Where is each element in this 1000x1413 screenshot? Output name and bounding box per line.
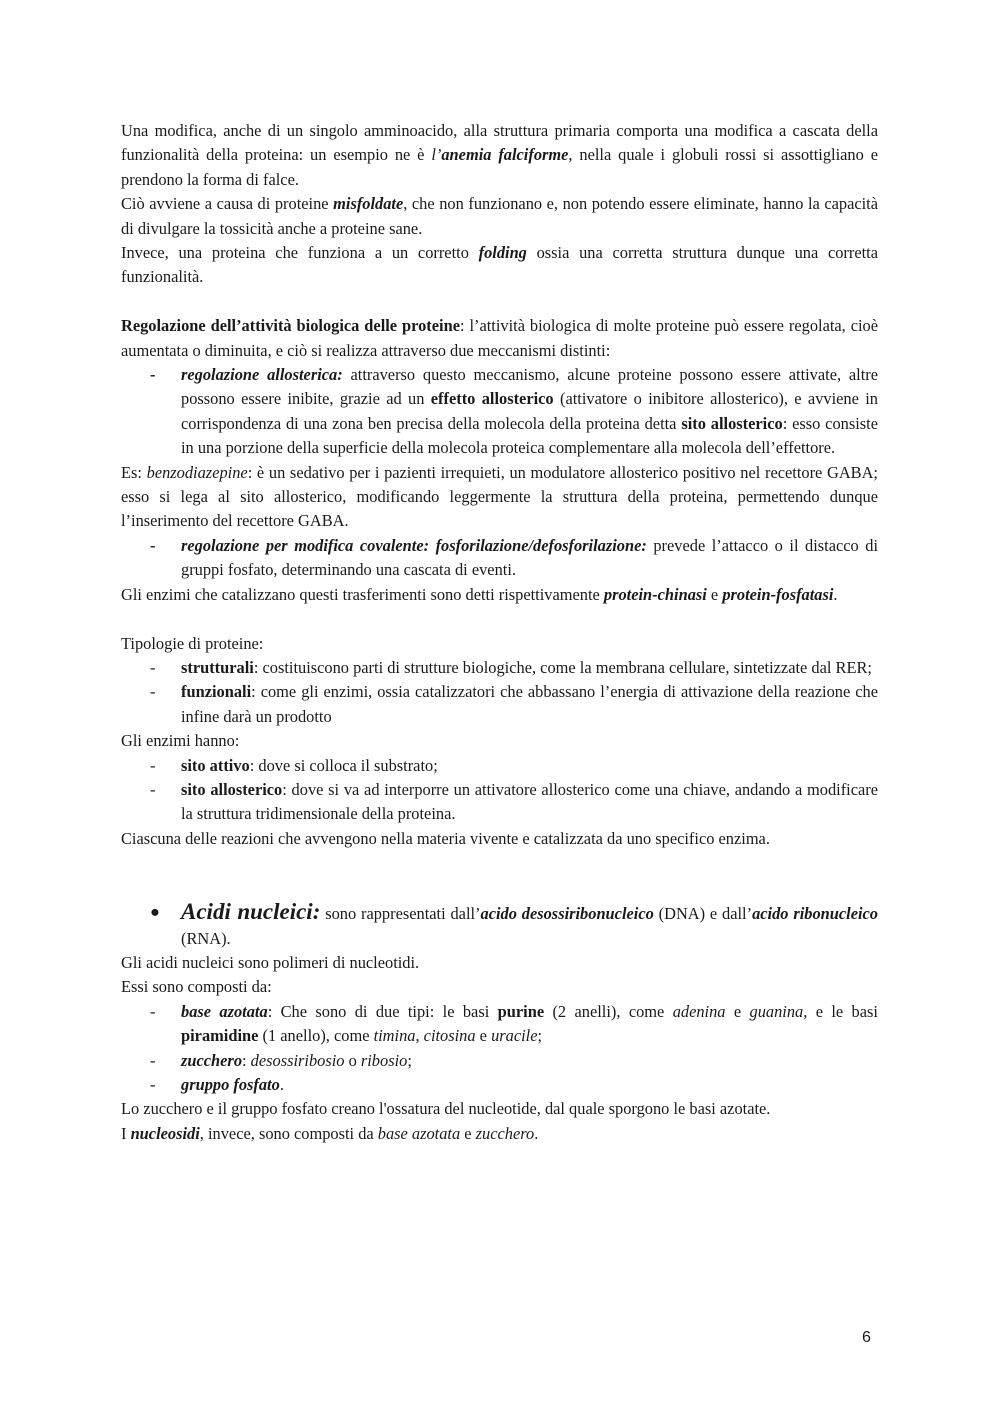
text: sono rappresentati dall’ <box>320 904 481 924</box>
text: o <box>344 1050 361 1070</box>
text: : come gli enzimi, ossia catalizzatori che abbassano l’energia di attivazione della reazione che infine darà un prodotto <box>181 682 878 726</box>
list-item <box>121 363 878 461</box>
text: Invece, una proteina che funziona a un corretto <box>121 243 479 263</box>
term: purine <box>497 1001 545 1021</box>
list-item <box>121 680 878 729</box>
paragraph-nucleosidi <box>121 1122 878 1146</box>
paragraph-esempio <box>121 461 878 534</box>
text: (attivatore o inibitore allosterico), e avviene in corrispondenza di una zona ben precisa della molecola della proteina detta <box>181 389 878 433</box>
text: ; <box>537 1026 543 1046</box>
term-folding: folding <box>478 243 527 263</box>
term-misfoldate: misfoldate <box>333 194 404 214</box>
section-heading: Acidi nucleici: <box>181 899 321 925</box>
term: benzodiazepine <box>146 462 248 482</box>
document-page <box>121 119 878 1146</box>
text: . <box>534 1123 539 1143</box>
text: , e le basi <box>803 1001 878 1021</box>
text: , <box>415 1026 424 1046</box>
text: Una modifica, anche di un singolo amminoacido, alla struttura primaria comporta una modifica a cascata della funzionalità della proteina: un esempio ne è <box>121 121 878 165</box>
acidi-bullet-list <box>121 900 878 951</box>
composti-list <box>121 1000 878 1098</box>
term: protein-chinasi <box>603 584 707 604</box>
text: (2 anelli), come <box>544 1001 673 1021</box>
paragraph-misfoldate <box>121 192 878 241</box>
term: base azotata <box>181 1001 268 1021</box>
term: acido ribonucleico <box>752 904 878 924</box>
text: Ciò avviene a causa di proteine <box>121 194 334 214</box>
text: attraverso questo meccanismo, alcune proteine possono essere attivate, altre possono essere inibite, grazie ad un <box>181 365 878 409</box>
term: uracile <box>491 1026 538 1046</box>
paragraph-regolazione <box>121 314 878 363</box>
term: guanina <box>749 1001 804 1021</box>
term: effetto allosterico <box>430 389 554 409</box>
text: : l’attività biologica di molte proteine può essere regolata, cioè aumentata o diminuita, e ciò si realizza attraverso due meccanismi distinti: <box>121 316 878 360</box>
term: gruppo fosfato <box>181 1075 280 1094</box>
text: : costituiscono parti di strutture biologiche, come la membrana cellulare, sintetizzate dal RER; <box>253 657 872 677</box>
term: sito attivo <box>181 755 250 775</box>
paragraph-enzimi-chinasi <box>121 583 878 607</box>
term: citosina <box>423 1026 476 1046</box>
text: . <box>279 1075 284 1094</box>
text: (RNA). <box>181 928 231 948</box>
list-item <box>121 900 878 951</box>
list-item <box>121 778 878 827</box>
list-item <box>121 534 878 583</box>
term: base azotata <box>377 1123 461 1143</box>
term: sito allosterico <box>681 413 783 433</box>
text: e <box>706 584 723 604</box>
term: protein-fosfatasi <box>722 584 834 604</box>
text: ; <box>407 1050 412 1070</box>
list-item <box>121 1000 878 1049</box>
text: , invece, sono composti da <box>199 1123 378 1143</box>
text: I <box>121 1123 131 1143</box>
paragraph-composti: Essi sono composti da: <box>121 977 272 997</box>
text: , nella quale i globuli rossi si assottigliano e prendono la forma di falce. <box>121 145 878 189</box>
term: regolazione allosterica: <box>181 365 343 385</box>
text: Gli enzimi che catalizzano questi trasferimenti sono detti rispettivamente <box>121 584 604 604</box>
list-item <box>121 1073 878 1097</box>
text: : è un sedativo per i pazienti irrequieti, un modulatore allosterico positivo nel recettore GABA; esso si lega al sito allosterico, modificando leggermente la struttura della proteina, permettendo dunque l’inserimento del recettore GABA. <box>121 462 878 531</box>
text: : <box>242 1050 251 1070</box>
text: e <box>725 1001 750 1021</box>
text: l’ <box>431 145 442 165</box>
text: : dove si colloca il substrato; <box>249 755 438 775</box>
text: e <box>460 1123 476 1143</box>
text: ossia una corretta struttura dunque una corretta funzionalità. <box>121 243 878 287</box>
term: strutturali <box>181 657 254 677</box>
paragraph-modifica <box>121 119 878 192</box>
term: piramidine <box>181 1026 259 1046</box>
term: ribosio <box>360 1050 408 1070</box>
text: : esso consiste in una porzione della superficie della molecola proteica complementare alla molecola dell’effettore. <box>181 413 878 458</box>
term: nucleosidi <box>130 1123 200 1143</box>
term: zucchero <box>181 1050 243 1070</box>
bullet-icon: ● <box>150 902 160 922</box>
paragraph-polimeri: Gli acidi nucleici sono polimeri di nucleotidi. <box>121 952 420 972</box>
text: : Che sono di due tipi: le basi <box>267 1001 498 1021</box>
term: desossiribosio <box>250 1050 345 1070</box>
text: prevede l’attacco o il distacco di gruppi fosfato, determinando una cascata di eventi. <box>181 535 878 580</box>
paragraph-reazioni: Ciascuna delle reazioni che avvengono nella materia vivente e catalizzata da uno specifico enzima. <box>121 828 770 848</box>
term-anemia-falciforme: anemia falciforme <box>441 145 569 165</box>
tipologie-heading: Tipologie di proteine: <box>121 633 264 653</box>
term: acido desossiribonucleico <box>480 904 654 924</box>
enzimi-heading: Gli enzimi hanno: <box>121 731 240 751</box>
list-item <box>121 1049 878 1073</box>
term: sito allosterico <box>181 779 283 799</box>
text: (DNA) e dall’ <box>653 904 753 924</box>
term: adenina <box>672 1001 726 1021</box>
paragraph-folding <box>121 241 878 290</box>
enzimi-list <box>121 754 878 827</box>
tipologie-list <box>121 656 878 729</box>
text: e <box>475 1026 492 1046</box>
section-heading: Regolazione dell’attività biologica delle proteine <box>121 316 460 336</box>
text: : dove si va ad interporre un attivatore allosterico come una chiave, andando a modificare la struttura tridimensionale della proteina. <box>181 779 879 824</box>
term: funzionali <box>181 682 252 702</box>
regolazione-list <box>121 363 878 461</box>
text: . <box>833 584 838 604</box>
term: zucchero <box>475 1123 535 1143</box>
text: (1 anello), come <box>258 1026 374 1046</box>
page-number: 6 <box>862 1329 871 1346</box>
term: timina <box>373 1026 416 1046</box>
term: regolazione per modifica covalente: fosforilazione/defosforilazione: <box>181 535 647 555</box>
list-item <box>121 754 878 778</box>
list-item <box>121 656 878 680</box>
regolazione-list-2 <box>121 534 878 583</box>
text: Es: <box>121 462 147 482</box>
text: , che non funzionano e, non potendo essere eliminate, hanno la capacità di divulgare la tossicità anche a proteine sane. <box>121 194 879 238</box>
paragraph-ossatura: Lo zucchero e il gruppo fosfato creano l'ossatura del nucleotide, dal quale sporgono le basi azotate. <box>121 1099 771 1119</box>
